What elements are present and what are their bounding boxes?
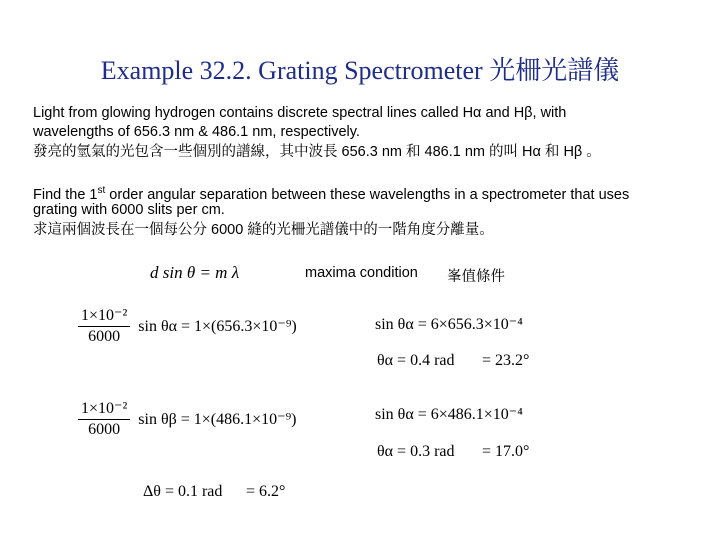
slit-spacing-fraction (78, 305, 130, 346)
fraction-denominator-2: 6000 (88, 421, 121, 438)
angular-separation-rad: Δθ = 0.1 rad (143, 483, 223, 500)
alpha-sine-value: sin θα = 6×656.3×10⁻⁴ (375, 316, 523, 333)
maxima-condition-label-zh: 峯值條件 (447, 269, 505, 285)
slit-spacing-fraction-2 (78, 398, 130, 439)
beta-angle-rad: θα = 0.3 rad (377, 443, 455, 460)
maxima-condition-label: maxima condition (305, 265, 418, 281)
angular-separation-deg: = 6.2° (246, 483, 286, 500)
beta-left-expression: sin θβ = 1×(486.1×10⁻⁹) (138, 410, 297, 428)
page-title: Example 32.2. Grating Spectrometer 光柵光譜儀 (100, 56, 620, 85)
beta-first-order-equation (78, 398, 297, 439)
grating-equation: d sin θ = m λ (150, 263, 240, 282)
alpha-angle-deg: = 23.2° (482, 352, 530, 369)
question-line-1-pre: Find the 1 (33, 186, 98, 203)
problem-statement-line-3-zh: 發亮的氫氣的光包含一些個別的譜線，其中波長 656.3 nm 和 486.1 nm 的叫 Hα 和 Hβ 。 (33, 144, 601, 160)
problem-statement-line-1: Light from glowing hydrogen contains discrete spectral lines called Hα and Hβ, with (33, 105, 567, 121)
beta-angle-deg: = 17.0° (482, 443, 530, 460)
alpha-angle-rad: θα = 0.4 rad (377, 352, 455, 369)
problem-statement-line-2: wavelengths of 656.3 nm & 486.1 nm, respectively. (33, 124, 360, 140)
question-line-3-zh: 求這兩個波長在一個每公分 6000 縫的光柵光譜儀中的一階角度分離量。 (33, 222, 494, 238)
fraction-numerator-2: 1×10⁻² (78, 398, 130, 420)
ordinal-suffix: st (97, 185, 106, 196)
question-line-2: grating with 6000 slits per cm. (33, 202, 225, 218)
alpha-left-expression: sin θα = 1×(656.3×10⁻⁹) (138, 317, 297, 335)
fraction-numerator: 1×10⁻² (78, 305, 130, 327)
beta-sine-value: sin θα = 6×486.1×10⁻⁴ (375, 406, 523, 423)
alpha-first-order-equation (78, 305, 297, 346)
question-line-1-post: order angular separation between these wavelengths in a spectrometer that uses (105, 186, 630, 203)
fraction-denominator: 6000 (88, 328, 121, 345)
